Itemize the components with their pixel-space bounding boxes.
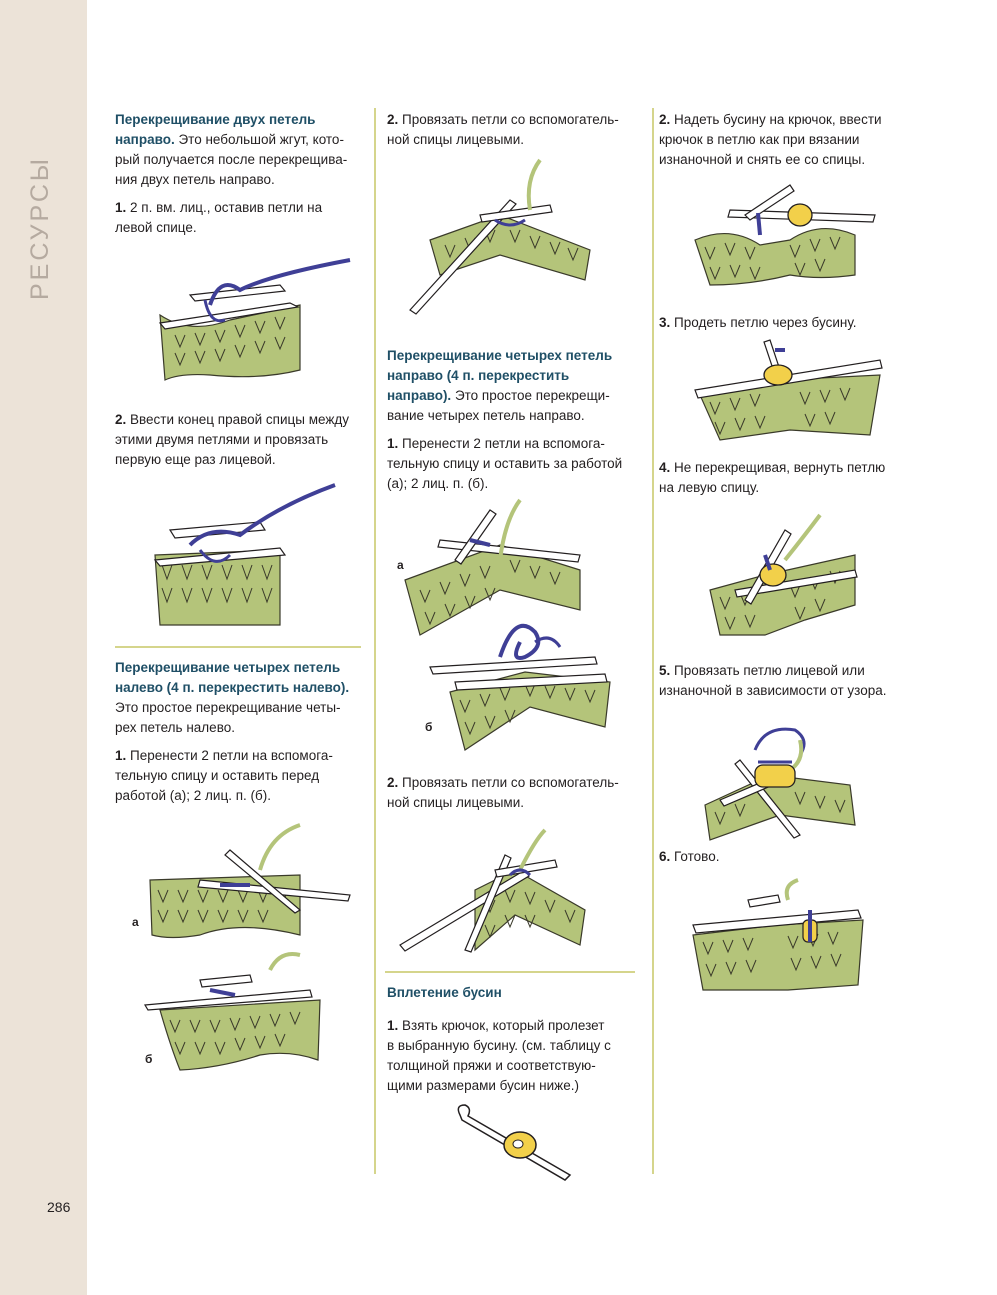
step-text: щими размерами бусин ниже.) bbox=[387, 1078, 579, 1093]
step-text: Провязать петли со вспомогатель- bbox=[398, 775, 619, 790]
cross2-step2-text bbox=[115, 410, 365, 470]
cross4-left-desc: рех петель налево. bbox=[115, 720, 235, 735]
knitting-illustration bbox=[688, 880, 873, 995]
knitting-illustration bbox=[140, 825, 360, 945]
cross4-right-title-line2: направо (4 п. перекрестить bbox=[387, 368, 570, 383]
step-text: тельную спицу и оставить за работой bbox=[387, 456, 623, 471]
cross4-right-title-line3: направо). bbox=[387, 388, 452, 403]
step-text: в выбранную бусину. (см. таблицу с bbox=[387, 1038, 611, 1053]
step-text: толщиной пряжи и соответствую- bbox=[387, 1058, 596, 1073]
cross4-right-desc: вание четырех петель направо. bbox=[387, 408, 585, 423]
bead-step4-text bbox=[659, 458, 939, 498]
figure-label-a: а bbox=[397, 558, 404, 572]
step-text: Взять крючок, который пролезет bbox=[398, 1018, 605, 1033]
step-number: 5. bbox=[659, 663, 671, 678]
step-text: Провязать петлю лицевой или bbox=[670, 663, 865, 678]
knitting-illustration bbox=[400, 160, 600, 320]
bead-section-title: Вплетение бусин bbox=[387, 985, 502, 1000]
knitting-illustration bbox=[690, 185, 880, 290]
cross4-right-title-line1: Перекрещивание четырех петель bbox=[387, 348, 613, 363]
knitting-illustration bbox=[690, 340, 890, 445]
bead-step2-text bbox=[659, 110, 939, 170]
cross4-left-title-line1: Перекрещивание четырех петель bbox=[115, 660, 341, 675]
step-number: 2. bbox=[387, 112, 399, 127]
step-number: 1. bbox=[387, 436, 399, 451]
step-text: Готово. bbox=[670, 849, 720, 864]
cross2-desc-line: ния двух петель направо. bbox=[115, 172, 275, 187]
cross4-right-desc: Это простое перекрещи- bbox=[451, 388, 610, 403]
step-text: этими двумя петлями и провязать bbox=[115, 432, 329, 447]
step-text: Перенести 2 петли на вспомога- bbox=[398, 436, 605, 451]
crochet-hook-with-bead bbox=[450, 1100, 580, 1180]
step-number: 2. bbox=[115, 412, 127, 427]
step-text: Не перекрещивая, вернуть петлю bbox=[670, 460, 886, 475]
step-text: изнаночной в зависимости от узора. bbox=[659, 683, 887, 698]
cross4-left-title-line2: налево (4 п. перекрестить налево). bbox=[115, 680, 350, 695]
step-number: 3. bbox=[659, 315, 671, 330]
step-text: Перенести 2 петли на вспомога- bbox=[126, 748, 333, 763]
bead-step6-text bbox=[659, 847, 939, 867]
col2-step2-text bbox=[387, 110, 642, 150]
section-divider-col2 bbox=[385, 971, 635, 973]
cross2-desc-line: рый получается после перекрещива- bbox=[115, 152, 348, 167]
figure-label-b: б bbox=[145, 1052, 153, 1066]
step-text: 2 п. вм. лиц., оставив петли на bbox=[126, 200, 323, 215]
step-text: Провязать петли со вспомогатель- bbox=[398, 112, 619, 127]
step-text: Продеть петлю через бусину. bbox=[670, 315, 857, 330]
cross2-right-text bbox=[115, 110, 365, 238]
step-number: 1. bbox=[115, 748, 127, 763]
step-text: ной спицы лицевыми. bbox=[387, 132, 524, 147]
bead-knitting-text bbox=[387, 983, 642, 1096]
step-number: 1. bbox=[387, 1018, 399, 1033]
knitting-illustration bbox=[425, 612, 625, 752]
step-text: изнаночной и снять ее со спицы. bbox=[659, 152, 866, 167]
bead-step3-text bbox=[659, 313, 939, 333]
step-text: (а); 2 лиц. п. (б). bbox=[387, 476, 489, 491]
bead-step5-text bbox=[659, 661, 939, 701]
step-text: первую еще раз лицевой. bbox=[115, 452, 276, 467]
step-text: крючок в петлю как при вязании bbox=[659, 132, 860, 147]
knitting-illustration bbox=[705, 515, 875, 640]
cross2-desc-line: Это небольшой жгут, кото- bbox=[174, 132, 344, 147]
step-text: Ввести конец правой спицы между bbox=[126, 412, 350, 427]
step-text: тельную спицу и оставить перед bbox=[115, 768, 320, 783]
step-number: 6. bbox=[659, 849, 671, 864]
cross4-right-step2-text bbox=[387, 773, 642, 813]
step-number: 4. bbox=[659, 460, 671, 475]
cross4-right-text bbox=[387, 346, 642, 494]
step-text: левой спице. bbox=[115, 220, 197, 235]
knitting-illustration bbox=[395, 830, 595, 955]
section-label: РЕСУРСЫ bbox=[26, 155, 54, 300]
column-divider-1 bbox=[374, 108, 376, 1174]
figure-label-b: б bbox=[425, 720, 433, 734]
knitting-illustration bbox=[700, 720, 870, 845]
step-text: работой (а); 2 лиц. п. (б). bbox=[115, 788, 271, 803]
knitting-illustration bbox=[150, 255, 360, 385]
step-text: Надеть бусину на крючок, ввести bbox=[670, 112, 882, 127]
step-number: 2. bbox=[387, 775, 399, 790]
cross4-left-text bbox=[115, 658, 365, 806]
figure-label-a: а bbox=[132, 915, 139, 929]
knitting-illustration bbox=[140, 480, 350, 630]
cross4-left-desc: Это простое перекрещивание четы- bbox=[115, 700, 341, 715]
column-divider-2 bbox=[652, 108, 654, 1174]
cross2-title-line2: направо. bbox=[115, 132, 175, 147]
step-text: на левую спицу. bbox=[659, 480, 760, 495]
knitting-illustration bbox=[140, 950, 360, 1080]
step-text: ной спицы лицевыми. bbox=[387, 795, 524, 810]
section-divider-col1 bbox=[115, 646, 361, 648]
cross2-title-line1: Перекрещивание двух петель bbox=[115, 112, 316, 127]
page-number: 286 bbox=[47, 1199, 71, 1215]
step-number: 2. bbox=[659, 112, 671, 127]
step-number: 1. bbox=[115, 200, 127, 215]
